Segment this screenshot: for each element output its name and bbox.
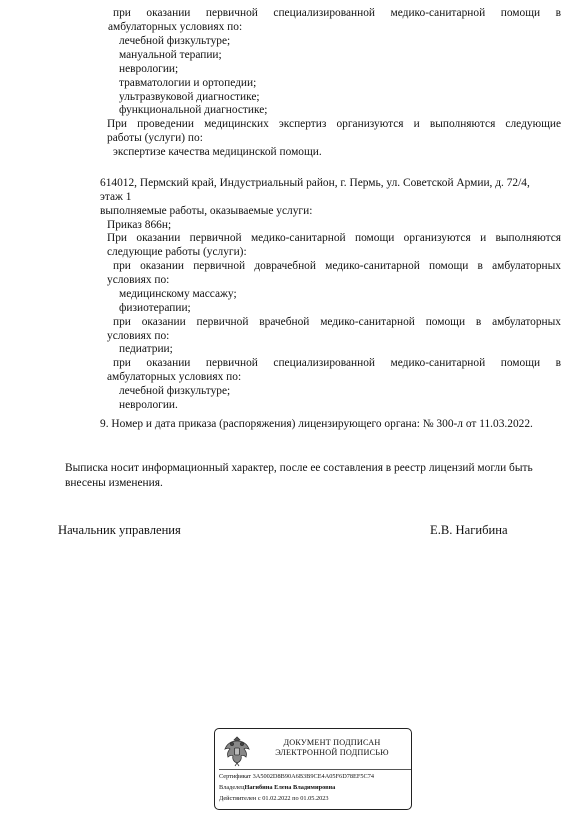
text-line: При проведении медицинских экспертиз организуются и выполняются следующие xyxy=(107,118,561,130)
stamp-owner xyxy=(219,784,335,791)
electronic-signature-stamp xyxy=(214,728,412,810)
stamp-title-line2: ЭЛЕКТРОННОЙ ПОДПИСЬЮ xyxy=(275,748,389,757)
stamp-title-line1: ДОКУМЕНТ ПОДПИСАН xyxy=(283,738,381,747)
text-line: следующие работы (услуги): xyxy=(107,246,247,258)
stamp-certificate-value: 3A5002D8B90A6B3B9CE4A05F6D78EF5C74 xyxy=(252,773,375,780)
stamp-validity: Действителен с 01.02.2022 по 01.05.2023 xyxy=(219,795,329,802)
text-line: амбулаторных условиях по: xyxy=(107,371,242,383)
list-item: травматологии и ортопедии; xyxy=(119,77,257,89)
note-line: Выписка носит информационный характер, после ее составления в реестр лицензий могли быть xyxy=(65,462,533,474)
signer-name: Е.В. Нагибина xyxy=(430,523,508,537)
stamp-owner-value: Нагибина Елена Владимировна xyxy=(244,784,336,791)
list-item: медицинскому массажу; xyxy=(119,288,237,300)
text-line: условиях по: xyxy=(107,330,170,342)
order-number-line: 9. Номер и дата приказа (распоряжения) лицензирующего органа: № 300-л от 11.03.2022. xyxy=(100,418,533,430)
stamp-divider xyxy=(219,769,411,770)
list-item: лечебной физкультуре; xyxy=(119,385,231,397)
coat-of-arms-icon xyxy=(221,733,253,767)
text-line: Приказ 866н; xyxy=(107,219,172,231)
list-item: неврологии; xyxy=(119,63,179,75)
text-line: амбулаторных условиях по: xyxy=(108,21,243,33)
list-item: педиатрии; xyxy=(119,343,173,355)
stamp-certificate-label: Сертификат xyxy=(219,773,252,780)
text-line: При оказании первичной медико-санитарной помощи организуются и выполняются xyxy=(107,232,561,244)
text-line: выполняемые работы, оказываемые услуги: xyxy=(100,205,313,217)
list-item: физиотерапии; xyxy=(119,302,191,314)
text-line: при оказании первичной доврачебной медико-санитарной помощи в амбулаторных xyxy=(113,260,561,272)
list-item: неврологии. xyxy=(119,399,178,411)
list-item: функциональной диагностике; xyxy=(119,104,268,116)
address-line: этаж 1 xyxy=(100,191,132,203)
text-line: при оказании первичной специализированной медико-санитарной помощи в xyxy=(113,357,561,369)
list-item: лечебной физкультуре; xyxy=(119,35,231,47)
text-line: при оказании первичной специализированной медико-санитарной помощи в xyxy=(113,7,561,19)
signer-title: Начальник управления xyxy=(58,523,181,537)
list-item: мануальной терапии; xyxy=(119,49,222,61)
stamp-owner-label: Владелец xyxy=(219,784,245,791)
text-line: работы (услуги) по: xyxy=(107,132,203,144)
text-line: при оказании первичной врачебной медико-санитарной помощи в амбулаторных xyxy=(113,316,561,328)
address-line: 614012, Пермский край, Индустриальный район, г. Пермь, ул. Советской Армии, д. 72/4, xyxy=(100,177,530,189)
text-line: условиях по: xyxy=(107,274,170,286)
stamp-certificate xyxy=(219,773,374,780)
list-item: экспертизе качества медицинской помощи. xyxy=(113,146,322,158)
list-item: ультразвуковой диагностике; xyxy=(119,91,260,103)
note-line: внесены изменения. xyxy=(65,477,163,489)
